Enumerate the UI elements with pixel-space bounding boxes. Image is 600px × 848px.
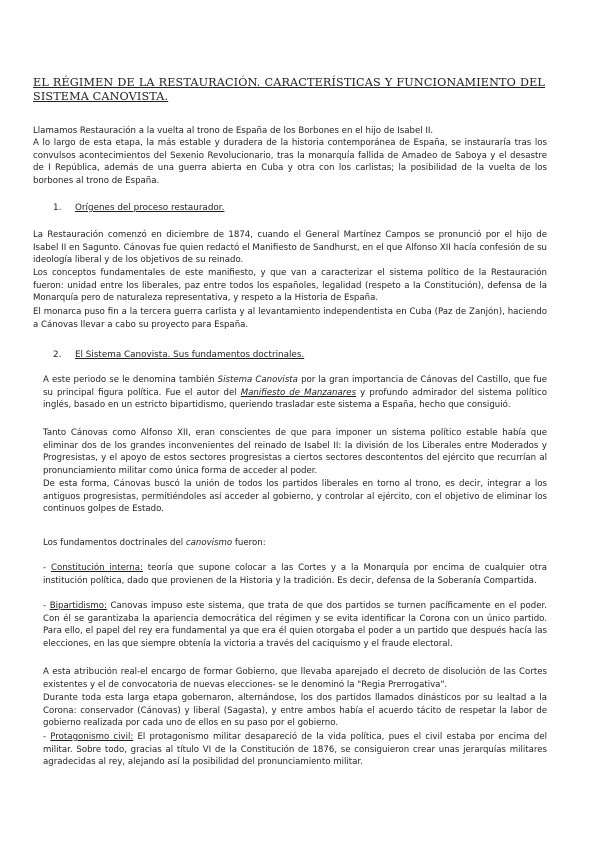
fundamental-item-bipartidism <box>43 600 547 650</box>
fundamental-item-civil <box>43 731 547 769</box>
section-1-paragraph-3: El monarca puso fin a la tercera guerra carlista y al levantamiento independentista en Cuba (Paz de Zanjón), haciendo a Cánovas llevar a cabo su proyecto para España. <box>33 307 547 330</box>
item-label: Bipartidismo: <box>49 601 107 611</box>
italic-term: canovismo <box>185 538 233 548</box>
item-text: El protagonismo militar desapareció de la vida política, pues el civil estaba por encima del militar. Sobre todo, gracias al título VI de la Constitución de 1876, se consiguieron crear unas jerarquías militares agradecidas al rey, alejando así la posibilidad del pronunciamiento militar. <box>43 732 547 768</box>
section-2-number: 2. <box>53 350 62 360</box>
section-2-paragraph-4: A esta atribución real-el encargo de formar Gobierno, que llevaba aparejado el decreto de disolución de las Cortes existentes y el de convocatoria de nuevas elecciones- se le denominó la "Regia Prerrogativa". <box>43 667 547 690</box>
text-run: Los fundamentos doctrinales del <box>43 538 186 548</box>
intro-paragraph-1: Llamamos Restauración a la vuelta al trono de España de los Borbones en el hijo de Isabel II. <box>33 126 434 136</box>
section-1-heading <box>53 202 224 214</box>
text-run: fueron: <box>232 538 266 548</box>
section-1-paragraph-1: La Restauración comenzó en diciembre de 1874, cuando el General Martínez Campos se pronunció por el hijo de Isabel II en Sagunto. Cánovas fue quien redactó el Manifiesto de Sandhurst, en el que Alfonso XII hacía confesión de su ideología liberal y de los objetivos de su reinado. <box>33 230 547 266</box>
section-2-paragraph-2: Tanto Cánovas como Alfonso XII, eran conscientes de que para imponer un sistema político estable había que eliminar dos de los grandes inconvenientes del reinado de Isabel II: la división de los Liberales entre Moderados y Progresistas, y el apoyo de estos sectores progresistas a ciertos sectores descontentos del ejército que recurrían al pronunciamiento militar como única forma de acceder al poder. <box>43 428 547 476</box>
section-2-title: El Sistema Canovista. Sus fundamentos doctrinales. <box>75 350 305 360</box>
section-1-number: 1. <box>53 203 62 213</box>
fundamental-item-constitution <box>43 562 547 587</box>
manifesto-reference: Manifiesto de Manzanares <box>240 387 357 398</box>
text-run: por la gran importancia de Cánovas del Castillo, que fue su principal figura política. Fue el autor del <box>43 375 548 398</box>
section-2-paragraph-1 <box>43 374 547 412</box>
section-2-heading <box>53 349 304 361</box>
item-text: Canovas impuso este sistema, que trata de que dos partidos se turnen pacíficamente en el poder. Con él se garantizaba la apariencia democrática del régimen y se evita identificar la Corona con un único partido. Para ello, el papel del rey era fundamental ya que era él quien otorgaba el poder a un partido que después hacía las elecciones, en las que siempre obtenía la victoria a través del caciquismo y el fraude electoral. <box>43 601 547 649</box>
intro-paragraph-2: A lo largo de esta etapa, la más estable y duradera de la historia contemporánea de España, se instauraría tras los convulsos acontecimientos del Sexenio Revolucionario, tras la monarquía fallida de Amadeo de Saboya y el desastre de I República, además de una guerra abierta en Cuba y otra con los carlistas; la posibilidad de la vuelta de los borbones al trono de España. <box>33 138 547 186</box>
text-run: y profundo admirador del sistema político inglés, basado en un estricto bipartidismo, queriendo trasladar este sistema a España, hecho que consiguió. <box>43 387 547 411</box>
bullet-dash: - <box>43 732 51 742</box>
item-label: Protagonismo civil: <box>50 732 134 742</box>
section-1-paragraph-2: Los conceptos fundamentales de este manifiesto, y que van a caracterizar el sistema político de la Restauración fueron: unidad entre los liberales, paz entre todos los españoles, legalidad (respeto a la Constitución), defensa de la Monarquía pero de naturaleza representativa, y respeto a la Historia de España. <box>33 268 547 304</box>
document-title: EL RÉGIMEN DE LA RESTAURACIÓN. CARACTERÍSTICAS Y FUNCIONAMIENTO DEL SISTEMA CANOVISTA. <box>33 76 545 103</box>
bullet-dash: - <box>43 601 50 611</box>
item-text: teoría que supone colocar a las Cortes y a la Monarquía por encima de cualquier otra institución política, dado que provienen de la Historia y la tradición. Es decir, defensa de la Soberanía Compartida. <box>43 563 547 586</box>
section-2-paragraph-5: Durante toda esta larga etapa gobernaron, alternándose, los dos partidos llamados dinásticos por su lealtad a la Corona: conservador (Cánovas) y liberal (Sagasta), y entre ambos había el acuerdo tácito de respetar la labor de gobierno realizada por cada uno de ellos en su paso por el gobierno. <box>43 693 547 729</box>
section-2-paragraph-3: De esta forma, Cánovas buscó la unión de todos los partidos liberales en torno al trono, es decir, integrar a los antiguos progresistas, permitiéndoles así acceder al gobierno, y controlar al ejército, con el objetivo de eliminar los continuos golpes de Estado. <box>43 479 547 515</box>
bullet-dash: - <box>43 563 51 573</box>
section-1-title: Orígenes del proceso restaurador. <box>75 203 225 213</box>
text-run: A este periodo se le denomina también <box>43 375 218 385</box>
fundamentals-intro <box>43 537 547 550</box>
item-label: Constitución interna: <box>50 563 143 573</box>
italic-term: Sistema Canovista <box>217 375 298 385</box>
